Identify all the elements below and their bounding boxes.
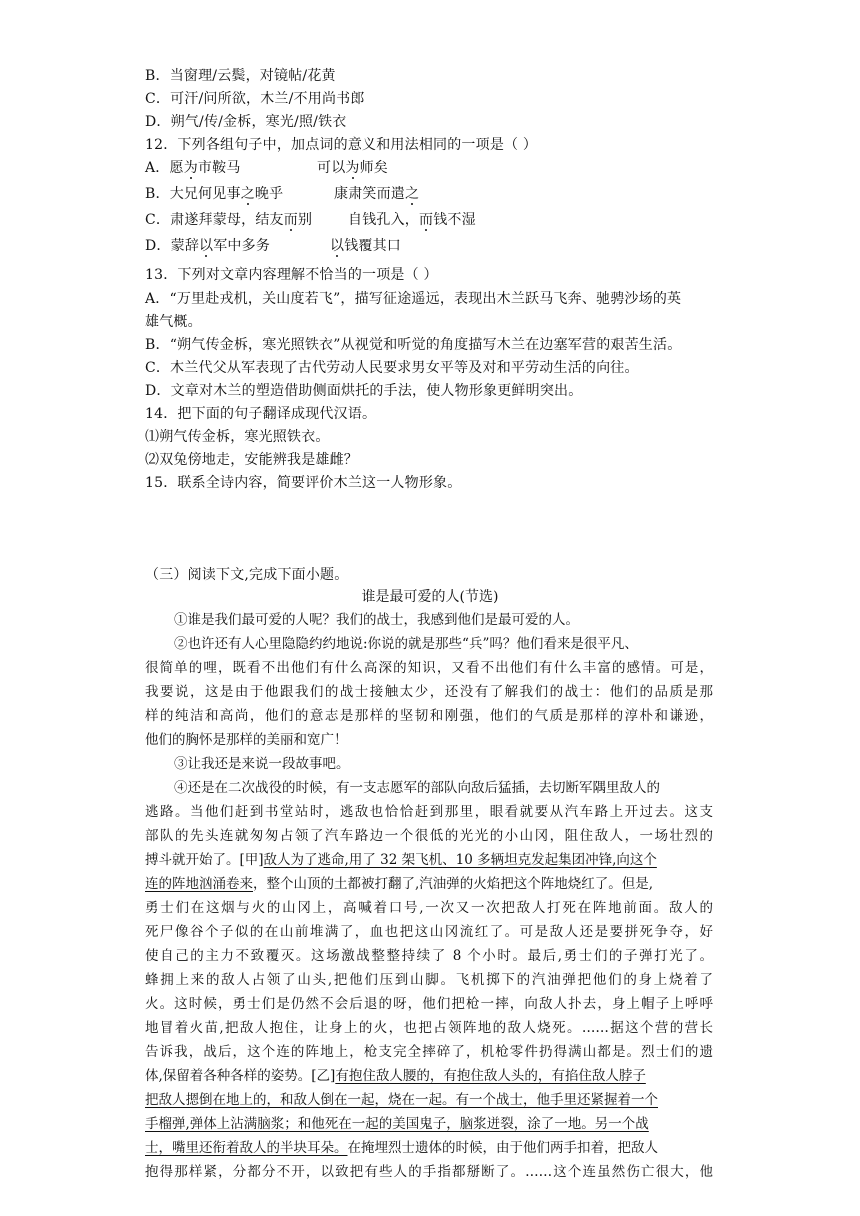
sentence-text: 肃遂拜蒙母，结友 [170,212,284,228]
q13-option-a-line1: A．“万里赴戎机，关山度若飞”，描写征途遥远，表现出木兰跃马飞奔、驰骋沙场的英 [145,291,682,307]
underlined-passage-yi: 士，嘴里还衔着敌人的半块耳朵。 [145,1140,348,1156]
dotted-word: 而 [283,212,298,228]
dotted-word: 以 [199,238,214,254]
dotted-word: 之 [240,186,255,202]
paragraph-4-line [145,1114,649,1134]
sentence-text: 康肃笑而遣 [334,186,405,202]
sentence-text: 钱覆其口 [344,238,402,254]
underlined-passage-yi: 手榴弹,弹体上沾满脑浆；和他死在一起的美国鬼子，脑浆迸裂，涂了一地。另一个战 [145,1116,649,1132]
q12-option-c-second [348,210,476,230]
option-label: A． [145,160,170,176]
q12-option-b-second [334,184,419,204]
sentence-text: 别 [297,212,313,228]
q12-option-d [145,236,270,256]
option-label: D． [145,238,171,254]
underlined-passage-yi: 有抱住敌人腰的，有抱住敌人头的，有掐住敌人脖子 [335,1068,646,1084]
paragraph-4-line [145,1138,658,1158]
q13-option-c: C．木兰代父从军表现了古代劳动人民要求男女平等及对和平劳动生活的向往。 [145,360,639,376]
article-title: 谁是最可爱的人(节选) [361,589,499,605]
q12-option-b [145,184,283,204]
paragraph-4-line: ④还是在二次战役的时候，有一支志愿军的部队向敌后猛插，去切断军隅里敌人的 [174,780,660,796]
q12-option-d-second [330,236,401,256]
paragraph-4-line: 使自己的主力不致覆灭。这场激战整整持续了 8 个小时。最后,勇士们的子弹打光了。 [145,948,713,964]
dotted-word: 为 [345,160,360,176]
sentence-text: 可以 [317,160,346,176]
paragraph-4-line: 地冒着火苗,把敌人抱住，让身上的火，也把占领阵地的敌人烧死。……据这个营的营长 [145,1020,713,1036]
underlined-passage-jia: 连的阵地汹涌卷来 [145,876,253,892]
q14-sentence-2: ⑵双兔傍地走，安能辨我是雄雌？ [145,452,358,468]
option-label: B． [145,186,170,202]
paragraph-2-line: 很简单的哩，既看不出他们有什么高深的知识，又看不出他们有什么丰富的感情。可是， [145,660,713,676]
dotted-word: 为 [183,160,198,176]
dotted-word: 而 [419,212,434,228]
paragraph-2-line: 样的纯洁和高尚，他们的意志是那样的坚韧和刚强，他们的气质是那样的淳朴和谦逊， [145,708,713,724]
paragraph-4-line [145,1090,658,1110]
paragraph-2-line: 我要说，这是由于他跟我们的战士接触太少，还没有了解我们的战士：他们的品质是那 [145,684,713,700]
q12-option-c [145,210,312,230]
q11-option-d: D．朔气/传/金柝，寒光/照/铁衣 [145,114,347,130]
plain-text: ，整个山顶的土都被打翻了,汽油弹的火焰把这个阵地烧红了。但是, [253,876,654,892]
dotted-word: 之 [405,186,420,202]
dotted-word: 以 [330,238,345,254]
q11-option-c: C．可汗/问所欲，木兰/不用尚书郎 [145,91,365,107]
q13-option-d: D．文章对木兰的塑造借助侧面烘托的手法，使人物形象更鲜明突出。 [145,383,583,399]
paragraph-4-line: 告诉我，战后，这个连的阵地上，枪支完全摔碎了，机枪零件扔得满山都是。烈士们的遗 [145,1044,713,1060]
paragraph-4-line: 火。这时候，勇士们是仍然不会后退的呀，他们把枪一摔，向敌人扑去，身上帽子上呼呼 [145,996,713,1012]
sentence-text: 蒙辞 [170,238,200,254]
q14-stem: 14．把下面的句子翻译成现代汉语。 [145,406,377,422]
paragraph-4-line: 逃路。当他们赶到书堂站时，逃敌也恰恰赶到那里，眼看就要从汽车路上开过去。这支 [145,804,713,820]
q11-option-b: B．当窗理/云鬓，对镜帖/花黄 [145,68,336,84]
q14-sentence-1: ⑴朔气传金柝，寒光照铁衣。 [145,429,330,445]
sentence-text: 愿 [169,160,184,176]
paragraph-4-line [145,1066,646,1086]
underlined-passage-jia: 敌人为了逃命,用了 32 架飞机、10 多辆坦克发起集团冲锋,向这个 [263,852,657,868]
plain-text: 在掩埋烈士遗体的时候，由于他们两手扣着，把敌人 [347,1140,658,1156]
paragraph-4-line: 蜂拥上来的敌人占领了山头,把他们压到山脚。飞机掷下的汽油弹把他们的身上烧着了 [145,972,713,988]
underlined-passage-yi: 把敌人摁倒在地上的，和敌人倒在一起，烧在一起。有一个战士，他手里还紧握着一个 [145,1092,658,1108]
paragraph-4-line: 部队的先头连就匆匆占领了汽车路边一个很低的光光的小山冈，阻住敌人，一场壮烈的 [145,828,713,844]
paragraph-3: ③让我还是来说一段故事吧。 [174,756,350,772]
q15-stem: 15．联系全诗内容，简要评价木兰这一人物形象。 [145,475,462,491]
sentence-text: 师矣 [359,160,389,176]
paragraph-4-line [145,874,653,894]
plain-text: 搏斗就开始了。[甲] [145,852,264,868]
q13-stem: 13．下列对文章内容理解不恰当的一项是（ ） [145,267,438,283]
paragraph-2-line: 他们的胸怀是那样的美丽和宽广！ [145,732,348,748]
q12-option-a-second [317,158,388,178]
paragraph-4-line [145,850,657,870]
sentence-text: 晚乎 [254,186,284,202]
section-heading: （三）阅读下文,完成下面小题。 [145,567,349,583]
paragraph-4-line: 勇士们在这烟与火的山冈上，高喊着口号,一次又一次把敌人打死在阵地前面。敌人的 [145,900,713,916]
q12-option-a [145,158,241,178]
paragraph-2-line: ②也许还有人心里隐隐约约地说:你说的就是那些“兵”吗？他们看来是很平凡、 [174,636,638,652]
plain-text: 体,保留着各种各样的姿势。[乙] [145,1068,336,1084]
paragraph-1: ①谁是我们最可爱的人呢？我们的战士，我感到他们是最可爱的人。 [174,612,579,628]
option-label: C． [145,212,171,228]
sentence-text: 钱不湿 [433,212,476,228]
q13-option-a-line2: 雄气概。 [145,314,202,330]
q13-option-b: B．“朔气传金柝，寒光照铁衣”从视觉和听觉的角度描写木兰在边塞军营的艰苦生活。 [145,337,682,353]
sentence-text: 大兄何见事 [169,186,241,202]
q12-stem: 12．下列各组句子中，加点词的意义和用法相同的一项是（ ） [145,137,538,153]
sentence-text: 军中多务 [213,238,271,254]
paragraph-4-line: 抱得那样紧，分都分不开，以致把有些人的手指都掰断了。……这个连虽然伤亡很大，他 [145,1164,713,1180]
sentence-text: 市鞍马 [197,160,241,176]
sentence-text: 自钱孔入， [348,212,419,228]
paragraph-4-line: 死尸像谷个子似的在山前堆满了，血也把这山冈流红了。可是敌人还是要拼死争夺，好 [145,924,713,940]
